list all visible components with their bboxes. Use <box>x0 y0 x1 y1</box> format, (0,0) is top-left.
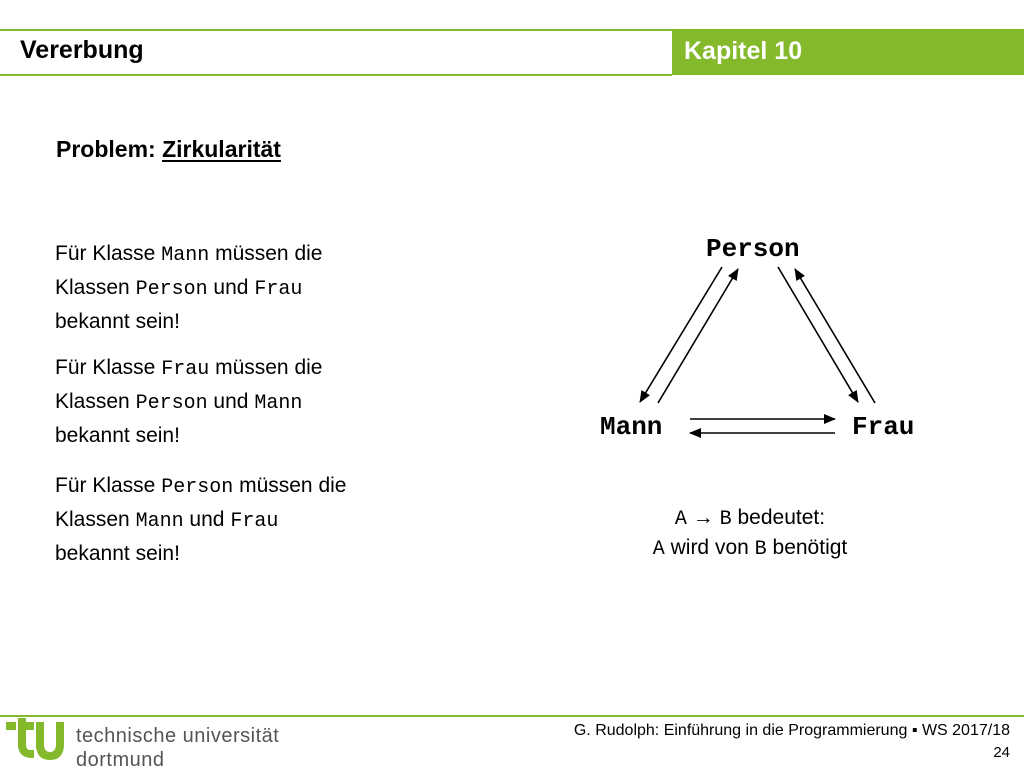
class-name: Mann <box>254 392 303 415</box>
text-und: und <box>213 390 249 413</box>
arrow-person-to-mann <box>640 267 722 402</box>
university-name <box>76 724 279 772</box>
class-name: Mann <box>161 244 210 267</box>
legend-a: A <box>674 508 687 531</box>
text-und: und <box>213 276 249 299</box>
text-fuer-klasse: Für Klasse <box>55 356 156 379</box>
legend-arrow-icon: → <box>692 506 714 529</box>
class-name: Person <box>135 392 208 415</box>
course-info: G. Rudolph: Einführung in die Programmierung ▪ WS 2017/18 <box>573 722 1010 739</box>
text-und: und <box>189 508 225 531</box>
tu-logo-icon <box>4 718 70 764</box>
slide-section-title: Vererbung <box>20 36 144 64</box>
class-name: Mann <box>135 510 184 533</box>
legend-a: A <box>652 538 665 561</box>
legend-b: B <box>754 538 767 561</box>
class-name: Person <box>135 278 208 301</box>
text-muessen: müssen die <box>215 356 323 379</box>
text-klassen: Klassen <box>55 508 130 531</box>
arrow-frau-to-person <box>795 269 875 403</box>
node-person: Person <box>706 234 800 264</box>
legend-wird-von: wird von <box>670 536 749 559</box>
class-name: Frau <box>230 510 279 533</box>
chapter-label: Kapitel 10 <box>684 37 803 65</box>
text-klassen: Klassen <box>55 390 130 413</box>
university-line-1: technische universität <box>76 725 280 747</box>
text-fuer-klasse: Für Klasse <box>55 242 156 265</box>
node-frau: Frau <box>852 412 915 442</box>
text-bekannt: bekannt sein! <box>55 424 180 447</box>
class-name: Frau <box>254 278 303 301</box>
arrow-person-to-frau <box>778 267 858 402</box>
class-name: Frau <box>161 358 210 381</box>
legend-benoetigt: benötigt <box>772 536 848 559</box>
node-mann: Mann <box>600 412 663 442</box>
legend-line-1 <box>600 506 900 531</box>
text-muessen: müssen die <box>239 474 347 497</box>
class-name: Person <box>161 476 234 499</box>
legend-b: B <box>719 508 732 531</box>
arrow-mann-to-person <box>658 269 738 403</box>
legend-line-2 <box>600 536 900 561</box>
text-bekannt: bekannt sein! <box>55 310 180 333</box>
text-fuer-klasse: Für Klasse <box>55 474 156 497</box>
text-klassen: Klassen <box>55 276 130 299</box>
problem-topic: Zirkularität <box>162 136 281 162</box>
page-number: 24 <box>993 744 1010 761</box>
text-bekannt: bekannt sein! <box>55 542 180 565</box>
university-line-2: dortmund <box>76 749 165 771</box>
problem-label: Problem: <box>56 136 156 162</box>
footer-rule <box>0 715 1024 717</box>
legend-bedeutet: bedeutet: <box>737 506 826 529</box>
text-muessen: müssen die <box>215 242 323 265</box>
